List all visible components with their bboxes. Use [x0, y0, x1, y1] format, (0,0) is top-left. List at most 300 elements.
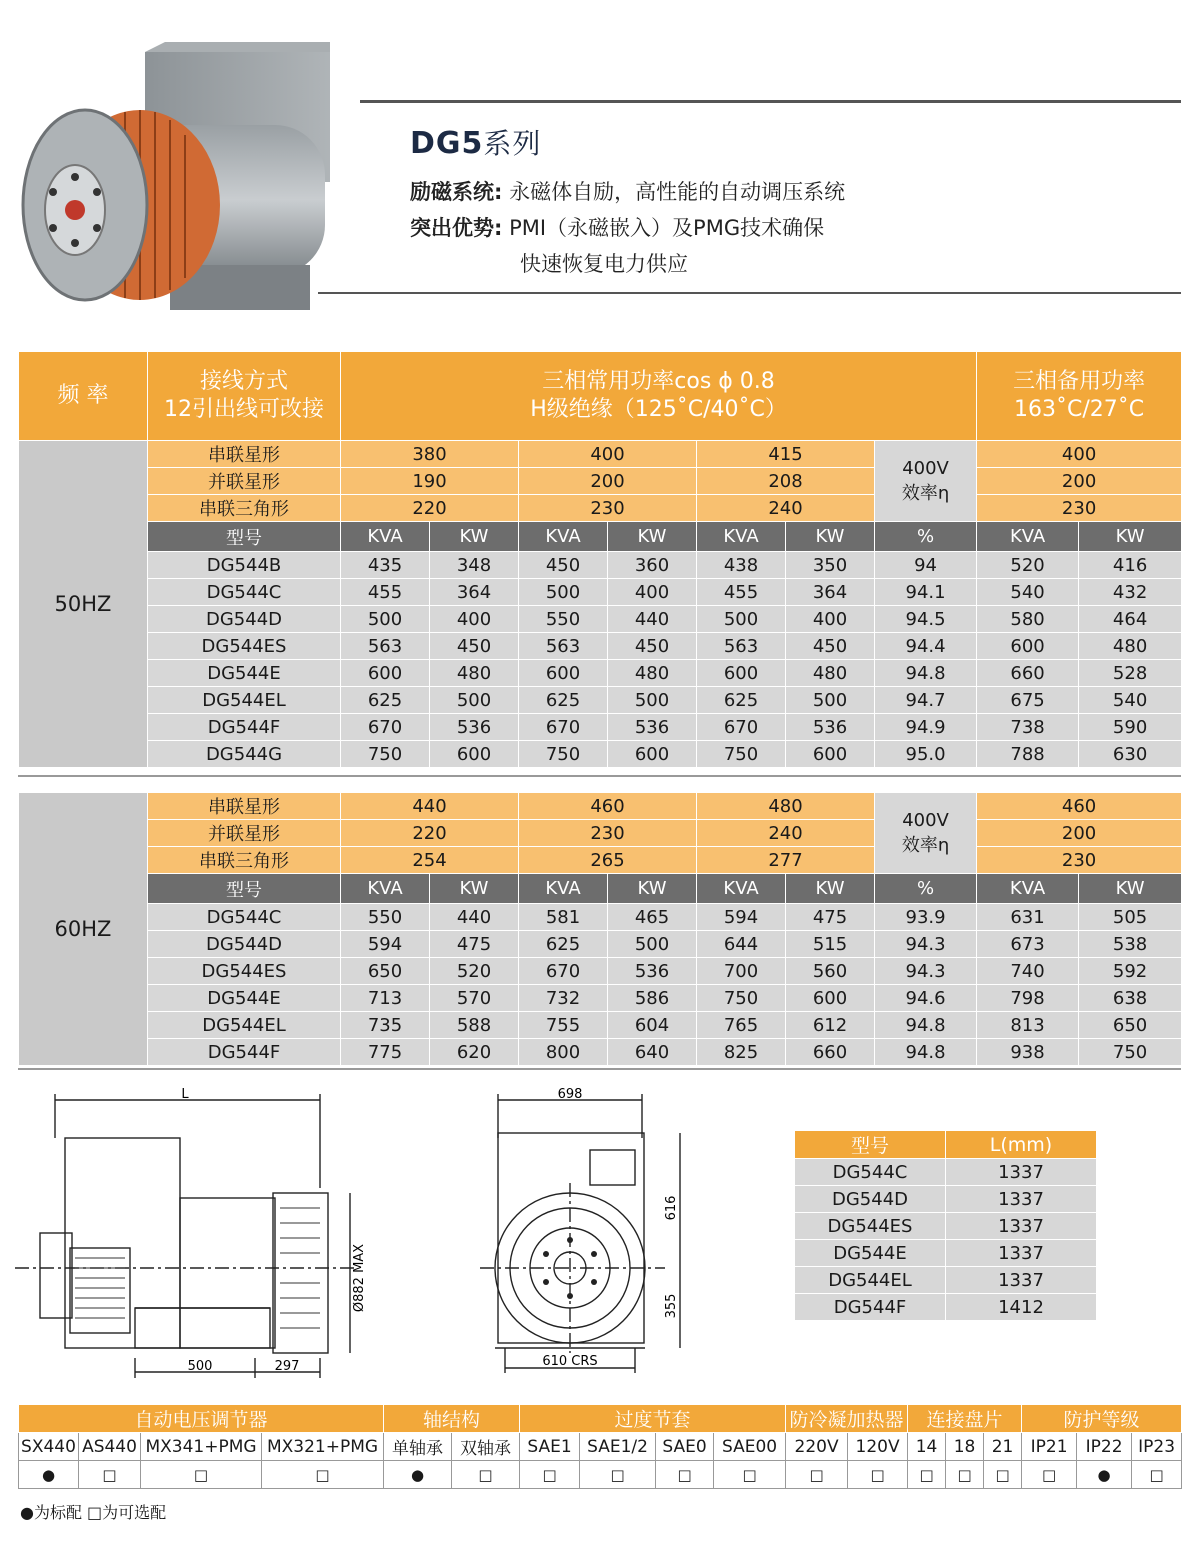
accessory-mark: □: [1022, 1461, 1077, 1489]
value-cell: 563: [697, 633, 786, 660]
value-cell: 94.8: [875, 1012, 977, 1039]
value-cell: 94.4: [875, 633, 977, 660]
value-cell: 600: [977, 633, 1079, 660]
connection-voltage: 220: [341, 820, 519, 847]
value-cell: 540: [977, 579, 1079, 606]
accessory-mark: ●: [19, 1461, 79, 1489]
value-cell: 480: [430, 660, 519, 687]
accessory-group: 过度节套: [520, 1405, 786, 1433]
value-cell: 600: [786, 985, 875, 1012]
table-row: [795, 1159, 1097, 1186]
generator-photo: [20, 40, 330, 325]
value-cell: 590: [1079, 714, 1182, 741]
connection-name: 并联星形: [148, 468, 341, 495]
accessory-group: 连接盘片: [908, 1405, 1022, 1433]
table-row: [19, 579, 1182, 606]
accessory-mark: □: [580, 1461, 656, 1489]
performance-table: [18, 351, 1182, 768]
accessory-item: SAE1: [520, 1433, 580, 1461]
unit-kw: KW: [1079, 874, 1182, 904]
feature-excitation: 励磁系统: 永磁体自励，高性能的自动调压系统: [410, 180, 846, 204]
value-cell: 660: [786, 1039, 875, 1066]
table-row: [19, 552, 1182, 579]
accessory-item: 单轴承: [384, 1433, 452, 1461]
accessory-item: SX440: [19, 1433, 79, 1461]
accessory-group: 防冷凝加热器: [786, 1405, 908, 1433]
value-cell: 94.3: [875, 931, 977, 958]
standby-voltage: 400: [977, 441, 1182, 468]
connection-row: [19, 468, 1182, 495]
unit-pct: %: [875, 874, 977, 904]
connection-voltage: 415: [697, 441, 875, 468]
value-cell: 480: [786, 660, 875, 687]
model-cell: DG544EL: [148, 687, 341, 714]
value-cell: 500: [519, 579, 608, 606]
model-cell: DG544EL: [795, 1267, 946, 1294]
accessory-item: 220V: [786, 1433, 848, 1461]
model-cell: DG544B: [148, 552, 341, 579]
dim-crs: 610 CRS: [542, 1354, 598, 1369]
value-cell: 540: [1079, 687, 1182, 714]
value-cell: 455: [697, 579, 786, 606]
legend: ●为标配 □为可选配: [20, 1503, 167, 1522]
value-cell: 798: [977, 985, 1079, 1012]
model-cell: DG544E: [148, 985, 341, 1012]
accessory-group-row: [19, 1405, 1182, 1433]
model-cell: DG544F: [795, 1294, 946, 1321]
value-cell: 94.3: [875, 958, 977, 985]
unit-kw: KW: [430, 874, 519, 904]
table-row: [19, 687, 1182, 714]
value-cell: 631: [977, 904, 1079, 931]
value-cell: 94.5: [875, 606, 977, 633]
value-cell: 536: [608, 958, 697, 985]
value-cell: 673: [977, 931, 1079, 958]
value-cell: 660: [977, 660, 1079, 687]
value-cell: 740: [977, 958, 1079, 985]
value-cell: 592: [1079, 958, 1182, 985]
value-cell: 735: [341, 1012, 430, 1039]
value-cell: 475: [786, 904, 875, 931]
value-cell: 630: [1079, 741, 1182, 768]
model-cell: DG544F: [148, 714, 341, 741]
connection-row: [19, 495, 1182, 522]
value-cell: 400: [608, 579, 697, 606]
hz50-section: [19, 441, 1182, 768]
efficiency-label: 400V 效率η: [875, 793, 977, 874]
freq-cell: 50HZ: [19, 441, 148, 768]
value-cell: 670: [341, 714, 430, 741]
value-cell: 670: [519, 714, 608, 741]
accessory-mark: □: [786, 1461, 848, 1489]
value-cell: 670: [697, 714, 786, 741]
standby-voltage: 230: [977, 495, 1182, 522]
dim-297: 297: [274, 1359, 300, 1374]
header-wiring: 接线方式 12引出线可改接: [148, 352, 341, 441]
value-cell: 94.8: [875, 1039, 977, 1066]
connection-row: [19, 793, 1182, 820]
value-cell: 938: [977, 1039, 1079, 1066]
header-top-rule: [360, 100, 1181, 103]
accessory-mark: ●: [1077, 1461, 1132, 1489]
value-cell: 594: [341, 931, 430, 958]
connection-voltage: 254: [341, 847, 519, 874]
table-row: [795, 1267, 1097, 1294]
model-cell: DG544C: [148, 904, 341, 931]
value-cell: 94.9: [875, 714, 977, 741]
accessory-mark: □: [452, 1461, 520, 1489]
value-cell: 625: [341, 687, 430, 714]
accessory-item: 14: [908, 1433, 946, 1461]
table-row: [19, 904, 1182, 931]
dim-500: 500: [187, 1359, 213, 1374]
model-cell: DG544C: [795, 1159, 946, 1186]
connection-row: [19, 820, 1182, 847]
series-title: DG5系列: [410, 126, 542, 161]
value-cell: 536: [608, 714, 697, 741]
connection-voltage: 240: [697, 495, 875, 522]
accessory-item: IP21: [1022, 1433, 1077, 1461]
table-row: [19, 1012, 1182, 1039]
accessory-item: MX341+PMG: [141, 1433, 262, 1461]
connection-voltage: 460: [519, 793, 697, 820]
value-cell: 500: [786, 687, 875, 714]
model-cell: DG544D: [148, 931, 341, 958]
value-cell: 350: [786, 552, 875, 579]
value-cell: 450: [786, 633, 875, 660]
header-standby-power: 三相备用功率 163˚C/27˚C: [977, 352, 1182, 441]
value-cell: 438: [697, 552, 786, 579]
accessory-mark: □: [520, 1461, 580, 1489]
value-cell: 570: [430, 985, 519, 1012]
value-cell: 750: [1079, 1039, 1182, 1066]
connection-voltage: 265: [519, 847, 697, 874]
accessory-item-row: [19, 1433, 1182, 1461]
model-cell: DG544D: [795, 1186, 946, 1213]
value-cell: 713: [341, 985, 430, 1012]
value-cell: 348: [430, 552, 519, 579]
value-cell: 775: [341, 1039, 430, 1066]
value-cell: 755: [519, 1012, 608, 1039]
connection-voltage: 240: [697, 820, 875, 847]
connection-voltage: 220: [341, 495, 519, 522]
connection-voltage: 380: [341, 441, 519, 468]
accessory-mark: □: [262, 1461, 384, 1489]
accessory-mark: ●: [384, 1461, 452, 1489]
unit-kw: KW: [786, 874, 875, 904]
value-cell: 550: [519, 606, 608, 633]
accessory-mark-row: [19, 1461, 1182, 1489]
connection-row: [19, 847, 1182, 874]
value-cell: 94: [875, 552, 977, 579]
model-cell: DG544C: [148, 579, 341, 606]
unit-kw: KW: [608, 522, 697, 552]
accessory-group: 自动电压调节器: [19, 1405, 384, 1433]
table-header-row: [19, 352, 1182, 441]
value-cell: 475: [430, 931, 519, 958]
connection-voltage: 440: [341, 793, 519, 820]
section-divider: [18, 775, 1181, 777]
value-cell: 450: [608, 633, 697, 660]
accessory-mark: □: [656, 1461, 714, 1489]
value-cell: 612: [786, 1012, 875, 1039]
unit-model: 型号: [148, 874, 341, 904]
value-cell: 650: [1079, 1012, 1182, 1039]
value-cell: 750: [697, 985, 786, 1012]
table-row: [795, 1186, 1097, 1213]
section-divider-bottom: [18, 1068, 1181, 1070]
accessory-item: SAE0: [656, 1433, 714, 1461]
value-cell: 644: [697, 931, 786, 958]
value-cell: 520: [977, 552, 1079, 579]
table-row: [795, 1213, 1097, 1240]
value-cell: 440: [608, 606, 697, 633]
connection-voltage: 200: [519, 468, 697, 495]
length-table: [794, 1130, 1097, 1321]
table-row: [19, 606, 1182, 633]
connection-voltage: 480: [697, 793, 875, 820]
unit-kw: KW: [608, 874, 697, 904]
accessory-item: SAE00: [714, 1433, 786, 1461]
value-cell: 638: [1079, 985, 1182, 1012]
value-cell: 94.1: [875, 579, 977, 606]
accessory-mark: □: [946, 1461, 984, 1489]
value-cell: 788: [977, 741, 1079, 768]
unit-kva: KVA: [977, 874, 1079, 904]
length-cell: 1337: [946, 1159, 1097, 1186]
value-cell: 440: [430, 904, 519, 931]
value-cell: 600: [341, 660, 430, 687]
value-cell: 450: [430, 633, 519, 660]
value-cell: 750: [697, 741, 786, 768]
dim-355: 355: [664, 1293, 679, 1319]
value-cell: 515: [786, 931, 875, 958]
value-cell: 600: [697, 660, 786, 687]
value-cell: 500: [697, 606, 786, 633]
accessory-mark: □: [1132, 1461, 1182, 1489]
performance-table-60hz: [18, 792, 1182, 1066]
value-cell: 750: [341, 741, 430, 768]
connection-name: 并联星形: [148, 820, 341, 847]
value-cell: 594: [697, 904, 786, 931]
hz60-section: [19, 793, 1182, 1066]
model-cell: DG544ES: [148, 958, 341, 985]
value-cell: 520: [430, 958, 519, 985]
table-row: [19, 931, 1182, 958]
unit-row: [19, 522, 1182, 552]
value-cell: 400: [430, 606, 519, 633]
feature-advantage: 突出优势: PMI（永磁嵌入）及PMG技术确保: [410, 216, 825, 240]
value-cell: 464: [1079, 606, 1182, 633]
value-cell: 675: [977, 687, 1079, 714]
standby-voltage: 460: [977, 793, 1182, 820]
value-cell: 750: [519, 741, 608, 768]
accessory-item: IP22: [1077, 1433, 1132, 1461]
value-cell: 700: [697, 958, 786, 985]
value-cell: 620: [430, 1039, 519, 1066]
connection-voltage: 277: [697, 847, 875, 874]
value-cell: 825: [697, 1039, 786, 1066]
length-table-header-length: L(mm): [946, 1131, 1097, 1159]
accessory-group: 防护等级: [1022, 1405, 1182, 1433]
value-cell: 435: [341, 552, 430, 579]
unit-kw: KW: [1079, 522, 1182, 552]
front-view-drawing: [480, 1088, 690, 1388]
standby-voltage: 200: [977, 468, 1182, 495]
value-cell: 563: [341, 633, 430, 660]
length-table-body: [795, 1159, 1097, 1321]
value-cell: 640: [608, 1039, 697, 1066]
value-cell: 580: [977, 606, 1079, 633]
accessory-mark: □: [848, 1461, 908, 1489]
accessory-item: SAE1/2: [580, 1433, 656, 1461]
unit-kva: KVA: [341, 874, 430, 904]
model-cell: DG544F: [148, 1039, 341, 1066]
length-cell: 1337: [946, 1186, 1097, 1213]
accessory-item: 120V: [848, 1433, 908, 1461]
connection-row: [19, 441, 1182, 468]
accessory-item: 18: [946, 1433, 984, 1461]
value-cell: 505: [1079, 904, 1182, 931]
unit-kva: KVA: [519, 522, 608, 552]
value-cell: 93.9: [875, 904, 977, 931]
value-cell: 581: [519, 904, 608, 931]
unit-pct: %: [875, 522, 977, 552]
unit-kva: KVA: [977, 522, 1079, 552]
value-cell: 550: [341, 904, 430, 931]
unit-kva: KVA: [519, 874, 608, 904]
value-cell: 563: [519, 633, 608, 660]
table-row: [19, 633, 1182, 660]
value-cell: 560: [786, 958, 875, 985]
value-cell: 625: [519, 687, 608, 714]
table-row: [795, 1294, 1097, 1321]
header-bottom-rule: [318, 292, 1181, 294]
table-row: [19, 958, 1182, 985]
value-cell: 432: [1079, 579, 1182, 606]
connection-name: 串联星形: [148, 793, 341, 820]
value-cell: 500: [341, 606, 430, 633]
table-row: [19, 1039, 1182, 1066]
table-row: [19, 660, 1182, 687]
unit-row: [19, 874, 1182, 904]
connection-voltage: 208: [697, 468, 875, 495]
value-cell: 600: [786, 741, 875, 768]
efficiency-label: 400V 效率η: [875, 441, 977, 522]
connection-voltage: 230: [519, 820, 697, 847]
accessory-item: MX321+PMG: [262, 1433, 384, 1461]
value-cell: 500: [430, 687, 519, 714]
value-cell: 94.8: [875, 660, 977, 687]
value-cell: 732: [519, 985, 608, 1012]
value-cell: 500: [608, 687, 697, 714]
side-view-drawing: [15, 1088, 375, 1388]
dim-diameter: Ø882 MAX: [352, 1243, 367, 1313]
model-cell: DG544E: [148, 660, 341, 687]
accessory-item: 21: [984, 1433, 1022, 1461]
value-cell: 465: [608, 904, 697, 931]
value-cell: 480: [1079, 633, 1182, 660]
accessories-table: [18, 1404, 1182, 1489]
value-cell: 588: [430, 1012, 519, 1039]
value-cell: 600: [608, 741, 697, 768]
accessory-item: IP23: [1132, 1433, 1182, 1461]
standby-voltage: 230: [977, 847, 1182, 874]
model-cell: DG544D: [148, 606, 341, 633]
model-cell: DG544ES: [148, 633, 341, 660]
unit-kva: KVA: [697, 874, 786, 904]
value-cell: 650: [341, 958, 430, 985]
value-cell: 600: [519, 660, 608, 687]
accessory-group: 轴结构: [384, 1405, 520, 1433]
value-cell: 586: [608, 985, 697, 1012]
value-cell: 604: [608, 1012, 697, 1039]
value-cell: 538: [1079, 931, 1182, 958]
value-cell: 670: [519, 958, 608, 985]
value-cell: 536: [430, 714, 519, 741]
value-cell: 360: [608, 552, 697, 579]
connection-name: 串联三角形: [148, 847, 341, 874]
table-row: [19, 985, 1182, 1012]
model-cell: DG544G: [148, 741, 341, 768]
value-cell: 765: [697, 1012, 786, 1039]
header-prime-power: 三相常用功率cos ϕ 0.8 H级绝缘（125˚C/40˚C）: [341, 352, 977, 441]
header-freq: 频 率: [19, 352, 148, 441]
connection-voltage: 400: [519, 441, 697, 468]
dim-698: 698: [557, 1088, 583, 1102]
length-table-header-model: 型号: [795, 1131, 946, 1159]
unit-kva: KVA: [341, 522, 430, 552]
table-row: [19, 741, 1182, 768]
accessory-mark: □: [141, 1461, 262, 1489]
connection-name: 串联三角形: [148, 495, 341, 522]
value-cell: 94.6: [875, 985, 977, 1012]
value-cell: 813: [977, 1012, 1079, 1039]
unit-model: 型号: [148, 522, 341, 552]
value-cell: 364: [786, 579, 875, 606]
value-cell: 625: [519, 931, 608, 958]
model-cell: DG544E: [795, 1240, 946, 1267]
length-cell: 1337: [946, 1213, 1097, 1240]
unit-kva: KVA: [697, 522, 786, 552]
value-cell: 95.0: [875, 741, 977, 768]
accessory-mark: □: [908, 1461, 946, 1489]
value-cell: 528: [1079, 660, 1182, 687]
unit-kw: KW: [430, 522, 519, 552]
standby-voltage: 200: [977, 820, 1182, 847]
value-cell: 600: [430, 741, 519, 768]
unit-kw: KW: [786, 522, 875, 552]
connection-voltage: 230: [519, 495, 697, 522]
value-cell: 738: [977, 714, 1079, 741]
value-cell: 480: [608, 660, 697, 687]
value-cell: 500: [608, 931, 697, 958]
connection-voltage: 190: [341, 468, 519, 495]
value-cell: 625: [697, 687, 786, 714]
length-cell: 1337: [946, 1240, 1097, 1267]
table-row: [795, 1240, 1097, 1267]
freq-cell: 60HZ: [19, 793, 148, 1066]
value-cell: 94.7: [875, 687, 977, 714]
model-cell: DG544EL: [148, 1012, 341, 1039]
accessory-item: AS440: [79, 1433, 141, 1461]
connection-name: 串联星形: [148, 441, 341, 468]
accessory-mark: □: [714, 1461, 786, 1489]
value-cell: 416: [1079, 552, 1182, 579]
length-cell: 1337: [946, 1267, 1097, 1294]
accessory-item: 双轴承: [452, 1433, 520, 1461]
value-cell: 400: [786, 606, 875, 633]
